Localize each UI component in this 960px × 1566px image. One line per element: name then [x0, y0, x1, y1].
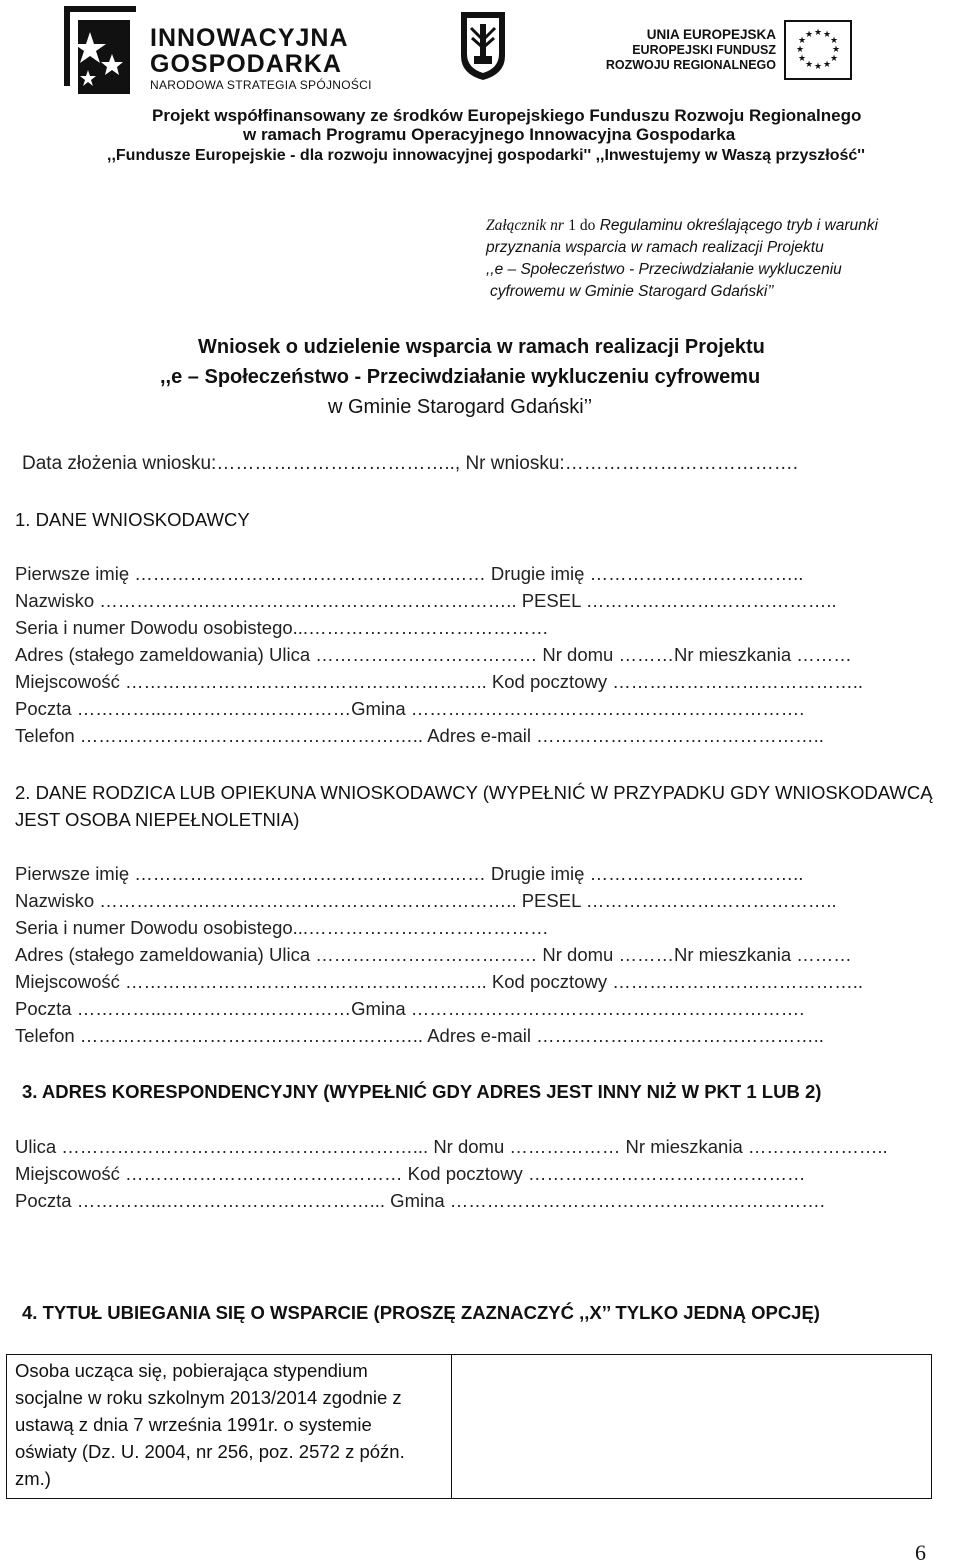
svg-text:★: ★: [822, 60, 832, 70]
form-line: Pierwsze imię ………………………………………………… Drugie imię ……………………………..: [15, 863, 804, 884]
option-text-line: zm.): [15, 1468, 51, 1489]
form-line: Seria i numer Dowodu osobistego...…………………………………: [15, 917, 549, 938]
eu-flag-icon: [784, 20, 852, 80]
svg-text:★: ★: [795, 45, 805, 55]
form-line: Poczta …………...……………………………... Gmina …………………………………………………….: [15, 1190, 825, 1211]
form-line: Poczta …………...…………………………Gmina ……………………………………………………….: [15, 998, 805, 1019]
svg-text:★: ★: [804, 60, 814, 70]
logo-ig-line1: INNOWACYJNA: [150, 24, 349, 52]
eu-line1: UNIA EUROPEJSKA: [646, 27, 776, 42]
submission-date-and-number: Data złożenia wniosku:……………………………….., Nr wniosku:……………………………….: [22, 453, 798, 474]
annex-line1-a: Załącznik nr: [486, 217, 564, 234]
form-line: Seria i numer Dowodu osobistego...…………………………………: [15, 617, 549, 638]
option-text-line: oświaty (Dz. U. 2004, nr 256, poz. 2572 z późn.: [15, 1441, 405, 1462]
form-line: Miejscowość ………………………………………………….. Kod pocztowy …………………………………..: [15, 671, 864, 692]
svg-text:★: ★: [797, 36, 807, 46]
svg-text:★: ★: [797, 54, 807, 64]
option-mark-cell[interactable]: [452, 1355, 932, 1499]
form-line: Adres (stałego zameldowania) Ulica ……………………………… Nr domu ………Nr mieszkania ………: [15, 644, 852, 665]
form-line: Ulica …………………………………………………... Nr domu ……………… Nr mieszkania …………………..: [15, 1136, 888, 1157]
svg-text:★: ★: [822, 30, 832, 40]
annex-line4: cyfrowemu w Gminie Starogard Gdański’’: [490, 283, 774, 300]
title-line2: ,,e – Społeczeństwo - Przeciwdziałanie wykluczeniu cyfrowemu: [160, 366, 761, 388]
title-line3: w Gminie Starogard Gdański’’: [328, 396, 593, 418]
coat-of-arms-icon: [459, 10, 507, 82]
svg-text:★: ★: [804, 30, 814, 40]
innowacyjna-gospodarka-emblem-icon: [60, 6, 138, 98]
cofinance-line2: w ramach Programu Operacyjnego Innowacyjna Gospodarka: [243, 125, 736, 144]
section4-heading: 4. TYTUŁ UBIEGANIA SIĘ O WSPARCIE (PROSZĘ ZAZNACZYĆ ,,X’’ TYLKO JEDNĄ OPCJĘ): [22, 1302, 820, 1323]
annex-line1-c: Regulaminu określającego tryb i warunki: [599, 217, 878, 234]
table-row: [7, 1355, 932, 1499]
form-line: Pierwsze imię ………………………………………………… Drugie imię ……………………………..: [15, 563, 804, 584]
form-line: Adres (stałego zameldowania) Ulica ……………………………… Nr domu ………Nr mieszkania ………: [15, 944, 852, 965]
eu-line3: ROZWOJU REGIONALNEGO: [605, 58, 776, 72]
title-line1: Wniosek o udzielenie wsparcia w ramach realizacji Projektu: [198, 336, 765, 358]
cofinance-line1: Projekt współfinansowany ze środków Europejskiego Funduszu Rozwoju Regionalnego: [152, 106, 862, 125]
section1-heading: 1. DANE WNIOSKODAWCY: [15, 509, 250, 530]
option-text-line: ustawą z dnia 7 września 1991r. o systemie: [15, 1414, 372, 1435]
form-line: Telefon ……………………………………………….. Adres e-mail ………………………………………..: [15, 1025, 824, 1046]
section2-heading-line1: 2. DANE RODZICA LUB OPIEKUNA WNIOSKODAWCY (WYPEŁNIĆ W PRZYPADKU GDY WNIOSKODAWCĄ: [15, 782, 933, 803]
svg-text:★: ★: [829, 54, 839, 64]
option-text-line: socjalne w roku szkolnym 2013/2014 zgodnie z: [15, 1387, 402, 1408]
annex-line2: przyznania wsparcia w ramach realizacji Projektu: [486, 239, 824, 256]
form-line: Nazwisko ………………………………………………………….. PESEL …………………………………..: [15, 590, 837, 611]
option-description: [7, 1355, 452, 1499]
logo-ig-line2: GOSPODARKA: [150, 50, 342, 78]
form-line: Telefon ……………………………………………….. Adres e-mail ………………………………………..: [15, 725, 824, 746]
form-line: Miejscowość ………………………………………………….. Kod pocztowy …………………………………..: [15, 971, 864, 992]
form-line: Poczta …………...…………………………Gmina ……………………………………………………….: [15, 698, 805, 719]
form-line: Nazwisko ………………………………………………………….. PESEL …………………………………..: [15, 890, 837, 911]
form-line: Miejscowość ……………………………………… Kod pocztowy ………………………………………: [15, 1163, 806, 1184]
svg-text:★: ★: [813, 62, 823, 72]
annex-line1-b: 1 do: [568, 217, 596, 234]
support-options-table: [6, 1354, 932, 1499]
svg-text:★: ★: [831, 45, 841, 55]
annex-line3: ,,e – Społeczeństwo - Przeciwdziałanie wykluczeniu: [486, 261, 842, 278]
section3-heading: 3. ADRES KORESPONDENCYJNY (WYPEŁNIĆ GDY ADRES JEST INNY NIŻ W PKT 1 LUB 2): [22, 1081, 822, 1102]
eu-line2: EUROPEJSKI FUNDUSZ: [632, 43, 776, 57]
option-text-line: Osoba ucząca się, pobierająca stypendium: [15, 1360, 368, 1381]
svg-text:★: ★: [829, 36, 839, 46]
logo-ig-line3: NARODOWA STRATEGIA SPÓJNOŚCI: [150, 78, 372, 92]
section2-heading-line2: JEST OSOBA NIEPEŁNOLETNIA): [15, 809, 300, 830]
page-number: 6: [915, 1540, 926, 1565]
slogans: ,,Fundusze Europejskie - dla rozwoju innowacyjnej gospodarki'' ,,Inwestujemy w Waszą przyszłość'': [107, 147, 865, 164]
svg-text:★: ★: [813, 28, 823, 38]
